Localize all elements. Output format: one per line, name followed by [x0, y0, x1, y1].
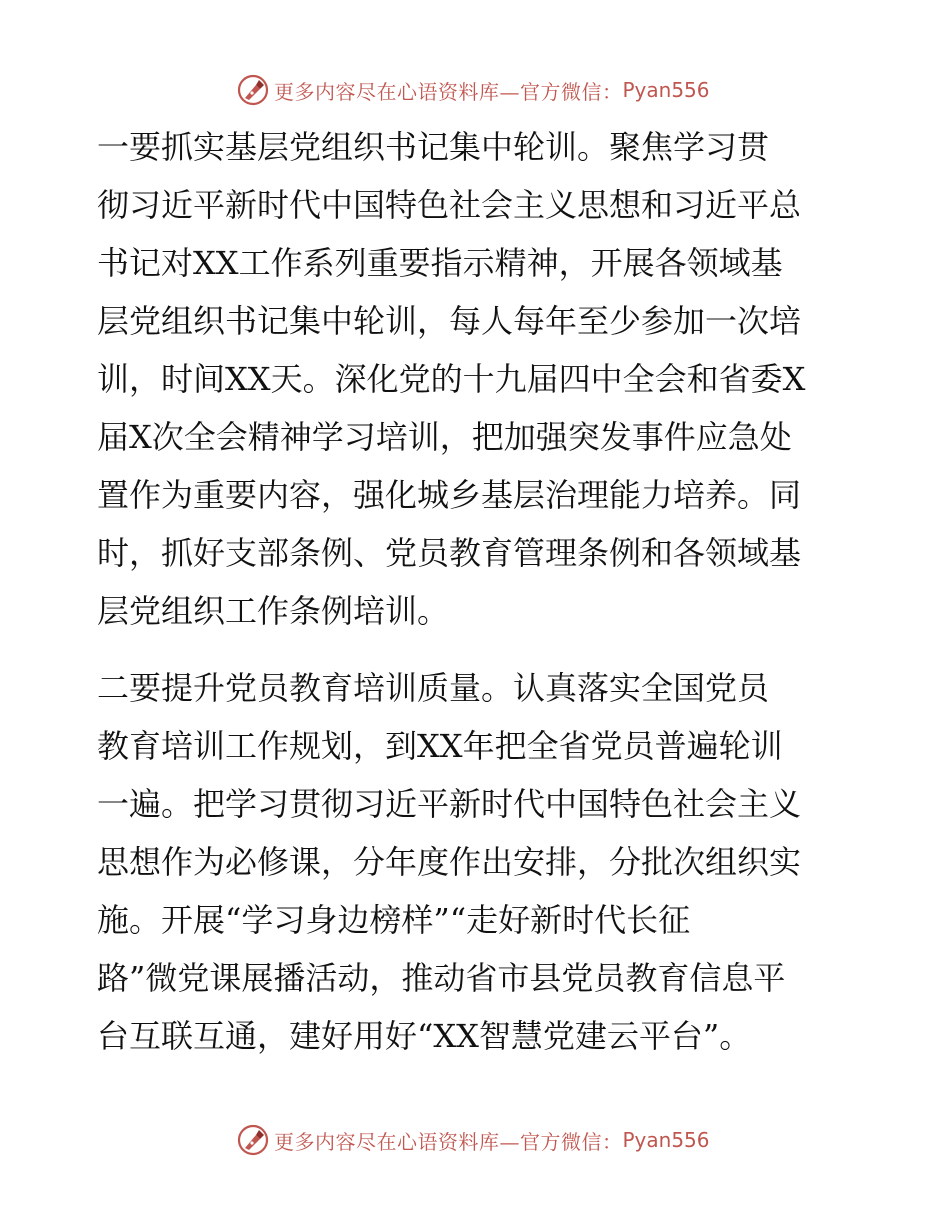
text-line: 台互联互通，建好用好“XX智慧党建云平台”。: [97, 1017, 752, 1055]
text-line: 思想作为必修课，分年度作出安排，分批次组织实: [97, 843, 802, 881]
footer-banner: [236, 1120, 710, 1160]
pen-nib-logo-icon: [236, 1123, 270, 1157]
text-line: 教育培训工作规划，到XX年把全省党员普遍轮训: [97, 727, 783, 765]
text-line: 层党组织工作条例培训。: [97, 592, 450, 630]
text-line: 书记对XX工作系列重要指示精神，开展各领域基: [97, 244, 783, 282]
header-banner: [236, 70, 710, 110]
wechat-id: Pyan556: [622, 78, 710, 102]
text-line: 彻习近平新时代中国特色社会主义思想和习近平总: [97, 186, 802, 224]
text-line: 置作为重要内容，强化城乡基层治理能力培养。同: [97, 476, 802, 514]
banner-text: 更多内容尽在心语资料库—官方微信：: [274, 1129, 623, 1154]
paragraph-2: [97, 659, 857, 1065]
pen-nib-logo-icon: [236, 73, 270, 107]
text-line: 时，抓好支部条例、党员教育管理条例和各领域基: [97, 534, 802, 572]
wechat-id: Pyan556: [622, 1128, 710, 1152]
paragraph-1: [97, 118, 857, 640]
banner-text: 更多内容尽在心语资料库—官方微信：: [274, 79, 623, 104]
text-line: 二要提升党员教育培训质量。认真落实全国党员: [97, 669, 770, 707]
text-line: 层党组织书记集中轮训，每人每年至少参加一次培: [97, 302, 802, 340]
text-line: 训，时间XX天。深化党的十九届四中全会和省委X: [97, 360, 806, 398]
text-line: 届X次全会精神学习培训，把加强突发事件应急处: [97, 418, 792, 456]
text-line: 一要抓实基层党组织书记集中轮训。聚焦学习贯: [97, 128, 770, 166]
text-line: 一遍。把学习贯彻习近平新时代中国特色社会主义: [97, 785, 802, 823]
text-line: 施。开展“学习身边榜样”“走好新时代长征: [97, 901, 691, 939]
text-line: 路”微党课展播活动，推动省市县党员教育信息平: [97, 959, 786, 997]
